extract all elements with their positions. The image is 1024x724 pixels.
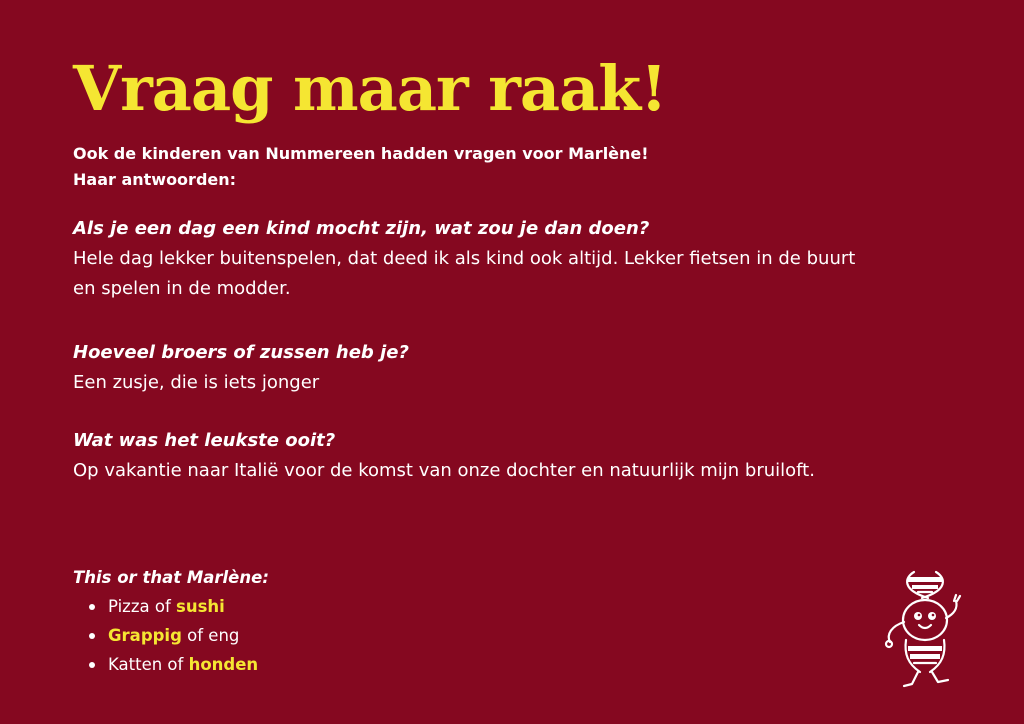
intro-line: Ook de kinderen van Nummereen hadden vragen voor Marlène!	[73, 144, 649, 163]
page-title: Vraag maar raak!	[73, 52, 667, 125]
choice-highlight: honden	[188, 655, 259, 674]
qa-block	[73, 426, 873, 486]
intro	[73, 141, 833, 193]
intro-line: Haar antwoorden:	[73, 170, 237, 189]
choice-text: Pizza of	[108, 597, 176, 616]
answer: Op vakantie naar Italië voor de komst van onze dochter en natuurlijk mijn bruiloft.	[73, 460, 815, 481]
this-or-that-list	[73, 592, 258, 679]
choice-text: of eng	[181, 626, 240, 645]
choice-text: Katten of	[108, 655, 189, 674]
choice-highlight: Grappig	[108, 626, 182, 645]
qa-block	[73, 338, 873, 398]
answer: Een zusje, die is iets jonger	[73, 372, 320, 393]
qa-block	[73, 214, 873, 304]
choice-highlight: sushi	[176, 597, 225, 616]
question: Hoeveel broers of zussen heb je?	[73, 342, 409, 363]
list-item	[73, 650, 258, 679]
list-item	[73, 621, 258, 650]
answer: Hele dag lekker buitenspelen, dat deed ik als kind ook altijd. Lekker fietsen in de buurt en spelen in de modder.	[73, 248, 856, 299]
this-or-that-heading: This or that Marlène:	[73, 568, 269, 587]
list-item	[73, 592, 258, 621]
dna-character-icon	[868, 568, 968, 696]
question: Wat was het leukste ooit?	[73, 430, 336, 451]
question: Als je een dag een kind mocht zijn, wat zou je dan doen?	[73, 218, 650, 239]
